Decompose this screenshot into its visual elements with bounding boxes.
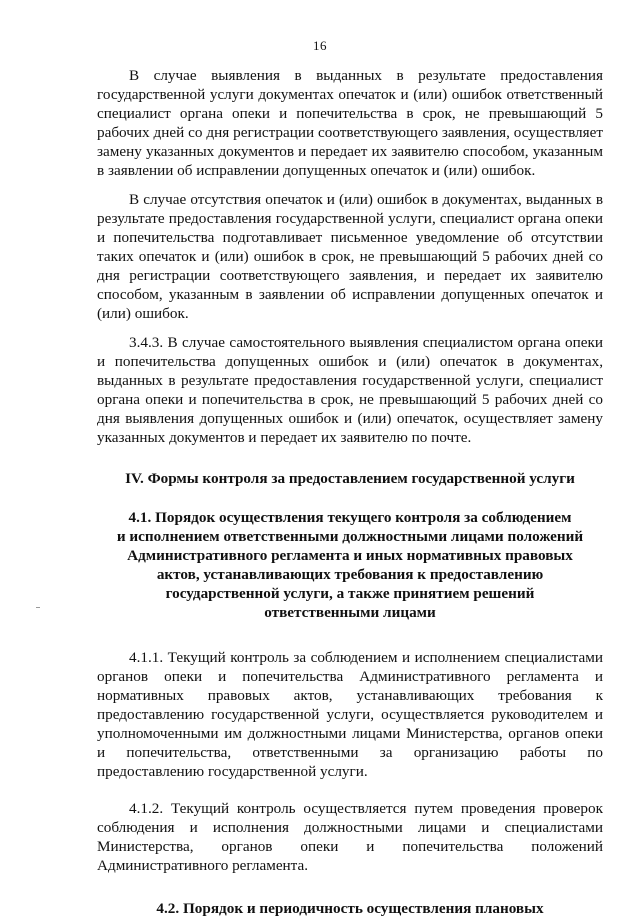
paragraph-4-1-2: 4.1.2. Текущий контроль осуществляется путем проведения проверок соблюдения и исполнения должностными лицами и специалистами Министерства, органов опеки и попечительства положений Административного регламента.: [97, 800, 603, 874]
subsection-heading-4-1-line-3: Административного регламента и иных нормативных правовых: [127, 547, 573, 564]
paragraph-no-errors-notice: В случае отсутствия опечаток и (или) ошибок в документах, выданных в результате предоставления государственной услуги, специалист органа опеки и попечительства подготавливает письменное уведомление об отсутствии таких опечаток и (или) ошибок в срок, не превышающий 5 рабочих дней со дня регистрации соответствующего заявления, и передает их заявителю способом, указанным в заявлении об исправлении допущенных опечаток и (или) ошибок.: [97, 191, 603, 322]
paragraph-4-1-1: 4.1.1. Текущий контроль за соблюдением и исполнением специалистами органов опеки и попечительства Административного регламента и нормативных правовых актов, устанавливающих требования к предоставлению государственной услуги, осуществляется руководителем и уполномоченными им должностными лицами Министерства, органов опеки и попечительства, ответственными за организацию работы по предоставлению государственной услуги.: [97, 649, 603, 780]
subsection-heading-4-1-line-5: государственной услуги, а также принятием решений: [165, 585, 535, 602]
subsection-heading-4-2: 4.2. Порядок и периодичность осуществления плановых: [156, 900, 544, 917]
subsection-heading-4-1-line-6: ответственными лицами: [264, 604, 436, 621]
section-heading-iv: IV. Формы контроля за предоставлением государственной услуги: [125, 470, 575, 487]
paragraph-3-4-3: 3.4.3. В случае самостоятельного выявления специалистом органа опеки и попечительства допущенных ошибок и (или) опечаток в документах, выданных в результате предоставления государственной услуги, специалист органа опеки и попечительства в срок, не превышающий 5 рабочих дней со дня выявления допущенных ошибок и (или) опечаток, осуществляет замену указанных документов и передает их заявителю по почте.: [97, 334, 603, 446]
margin-mark: [36, 607, 40, 608]
paragraph-correction-procedure: В случае выявления в выданных в результате предоставления государственной услуги документах опечаток и (или) ошибок ответственный специалист органа опеки и попечительства в срок, не превышающий 5 рабочих дней со дня регистрации соответствующего заявления, осуществляет замену указанных документов и передает их заявителю способом, указанным в заявлении об исправлении допущенных опечаток и (или) ошибок.: [97, 67, 603, 179]
subsection-heading-4-1: [97, 508, 603, 622]
page-number: 16: [313, 38, 327, 53]
page-content: [97, 66, 603, 918]
subsection-heading-4-1-line-1: 4.1. Порядок осуществления текущего контроля за соблюдением: [128, 509, 572, 526]
subsection-heading-4-1-line-4: актов, устанавливающих требования к предоставлению: [156, 566, 544, 583]
subsection-heading-4-1-line-2: и исполнением ответственными должностными лицами положений: [116, 528, 584, 545]
